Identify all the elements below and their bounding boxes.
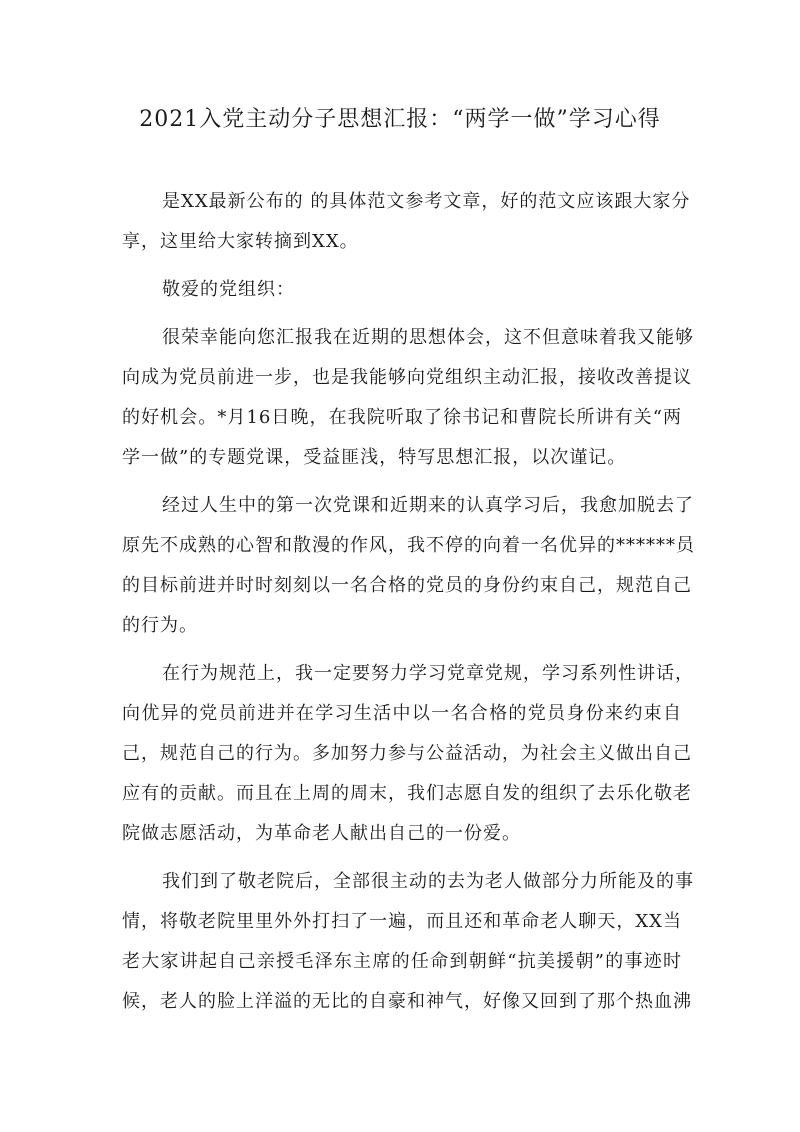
paragraph-line: 的目标前进并时时刻刻以一名合格的党员的身份约束自己，规范自己 [122, 575, 692, 596]
paragraph-line: 的行为。 [122, 615, 198, 636]
paragraph-line: 是XX最新公布的 的具体范文参考文章，好的范文应该跟大家分 [162, 191, 691, 212]
paragraph-line: 向成为党员前进一步，也是我能够向党组织主动汇报，接收改善提议 [122, 367, 692, 388]
paragraph-line: 原先不成熟的心智和散漫的作风，我不停的向着一名优异的******员 [122, 535, 695, 556]
paragraph-line: 老大家讲起自己亲授毛泽东主席的任命到朝鲜“抗美援朝”的事迹时 [122, 951, 682, 972]
paragraph-conduct [122, 654, 694, 854]
paragraph-line: 很荣幸能向您汇报我在近期的思想体会，这不但意味着我又能够 [162, 327, 694, 348]
paragraph-line: 情，将敬老院里里外外打扫了一遍，而且还和革命老人聊天，XX当 [122, 911, 682, 932]
paragraph-line: 院做志愿活动，为革命老人献出自己的一份爱。 [122, 823, 521, 844]
paragraph-line: 候，老人的脸上洋溢的无比的自豪和神气，好像又回到了那个热血沸 [122, 991, 692, 1012]
paragraph-line: 应有的贡献。而且在上周的周末，我们志愿自发的组织了去乐化敬老 [122, 783, 692, 804]
paragraph-line: 学一做”的专题党课，受益匪浅，特写思想汇报，以次谨记。 [122, 447, 627, 468]
paragraph-line: 享，这里给大家转摘到XX。 [122, 231, 359, 252]
paragraph-intro [122, 182, 691, 262]
paragraph-line: 敬爱的党组织： [162, 279, 295, 300]
paragraph-line: 我们到了敬老院后，全部很主动的去为老人做部分力所能及的事 [162, 871, 694, 892]
paragraph-line: 己，规范自己的行为。多加努力参与公益活动，为社会主义做出自己 [122, 743, 692, 764]
paragraph-line: 在行为规范上，我一定要努力学习党章党规，学习系列性讲话， [162, 663, 694, 684]
paragraph-volunteer [122, 862, 694, 1022]
paragraph-line: 经过人生中的第一次党课和近期来的认真学习后，我愈加脱去了 [162, 495, 694, 516]
document-title: 2021入党主动分子思想汇报：“两学一做”学习心得 [139, 107, 661, 132]
document-body [122, 182, 695, 1030]
paragraph-salutation [122, 270, 682, 310]
paragraph-line: 向优异的党员前进并在学习生活中以一名合格的党员身份来约束自 [122, 703, 682, 724]
paragraph-growth [122, 486, 695, 646]
paragraph-report [122, 318, 694, 478]
paragraph-line: 的好机会。*月16日晚，在我院听取了徐书记和曹院长所讲有关“两 [122, 407, 682, 428]
